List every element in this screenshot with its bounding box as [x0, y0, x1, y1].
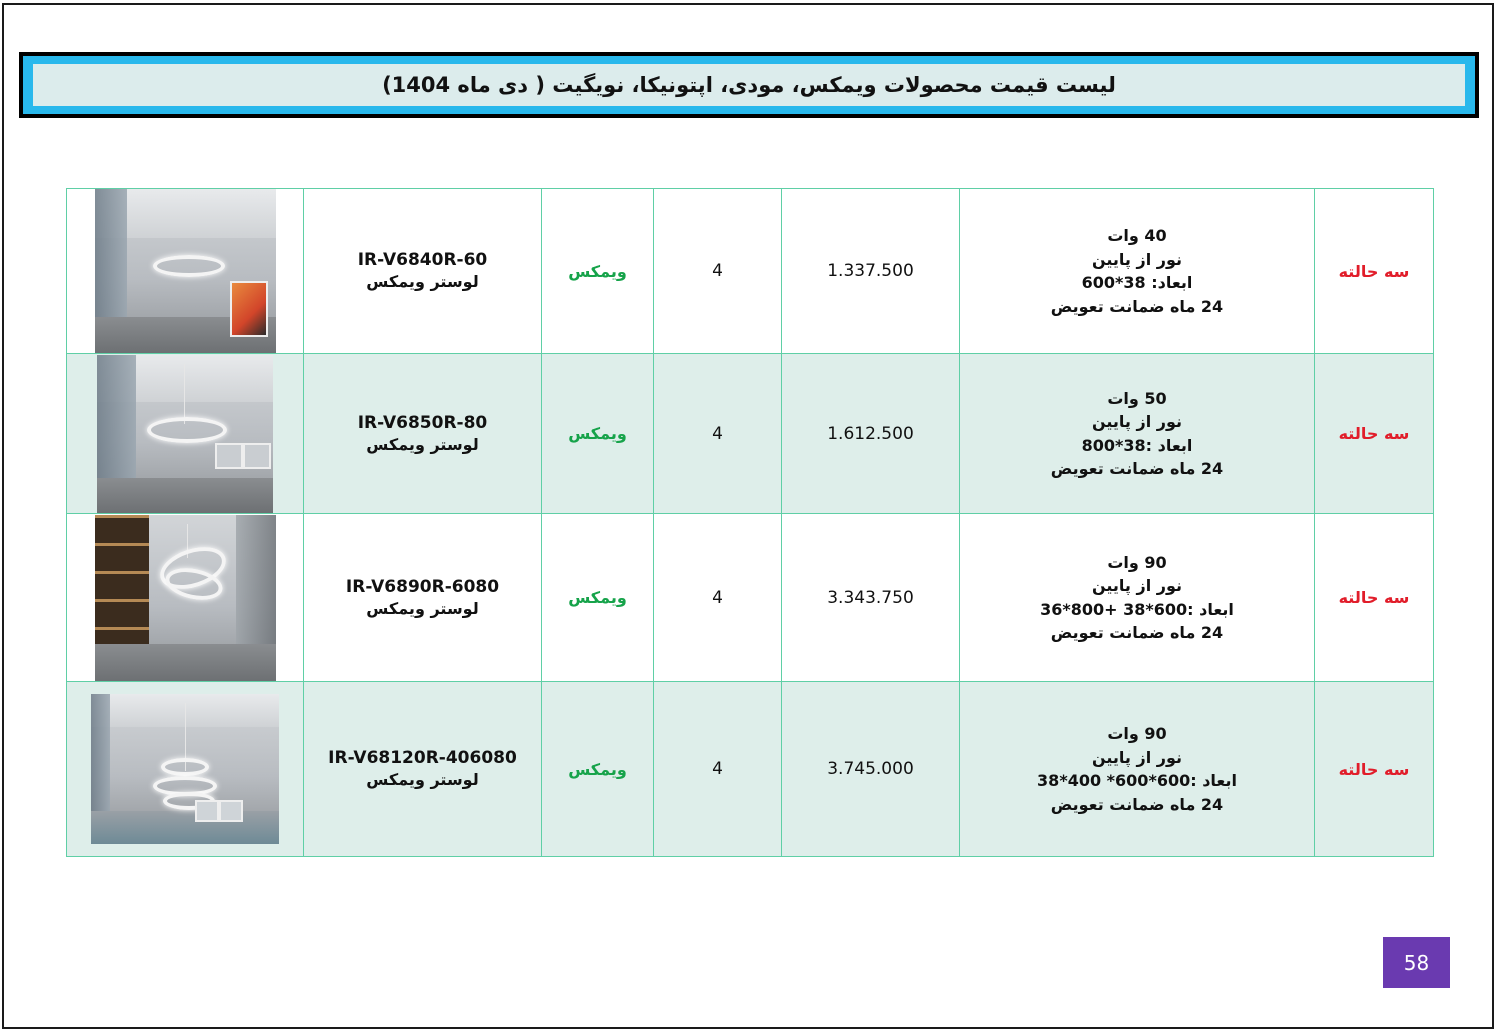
- spec-wattage: 90 وات: [1107, 724, 1167, 743]
- spec-cell: [960, 514, 1315, 682]
- spec-light: نور از پایین: [1091, 747, 1183, 767]
- spec-light: نور از پایین: [1091, 249, 1183, 269]
- brand-cell: [542, 354, 654, 514]
- title-banner-border: [23, 56, 1475, 114]
- quantity: 4: [712, 261, 723, 281]
- page-number: 58: [1403, 950, 1430, 975]
- brand-cell: [542, 189, 654, 354]
- spec-list: [960, 722, 1314, 816]
- table-row: [67, 189, 1434, 354]
- mode-cell: [1315, 682, 1434, 857]
- light-mode: سه حالته: [1338, 588, 1410, 607]
- brand-name: ویمکس: [568, 424, 627, 443]
- title-banner-inner: [33, 64, 1465, 106]
- spec-warranty: 24 ماه ضمانت تعویض: [1050, 623, 1224, 642]
- quantity: 4: [712, 587, 723, 608]
- product-image-cell: [67, 514, 304, 682]
- model-cell: [304, 514, 542, 682]
- price: 3.343.750: [827, 587, 914, 608]
- ring-chandelier-photo-icon: [97, 355, 273, 513]
- product-image-cell: [67, 682, 304, 857]
- double-ring-chandelier-photo-icon: [95, 515, 276, 681]
- product-model: IR-V6890R-6080: [345, 576, 500, 597]
- price: 1.612.500: [827, 423, 914, 444]
- light-mode: سه حالته: [1338, 424, 1410, 443]
- page-title: لیست قیمت محصولات ویمکس، مودی، اپتونیکا، نویگیت ( دی ماه 1404): [382, 73, 1116, 97]
- price-cell: [782, 354, 960, 514]
- spec-list: [960, 387, 1314, 481]
- light-mode: سه حالته: [1338, 261, 1410, 281]
- product-description: لوستر ویمکس: [366, 598, 479, 618]
- quantity-cell: [654, 189, 782, 354]
- quantity: 4: [712, 759, 723, 779]
- spec-warranty: 24 ماه ضمانت تعویض: [1050, 459, 1224, 478]
- product-image-cell: [67, 354, 304, 514]
- triple-ring-chandelier-photo-icon: [91, 694, 279, 844]
- mode-cell: [1315, 354, 1434, 514]
- price: 1.337.500: [827, 261, 914, 281]
- quantity-cell: [654, 682, 782, 857]
- spec-list: [960, 551, 1314, 645]
- price: 3.745.000: [827, 759, 914, 779]
- table-row: [67, 682, 1434, 857]
- brand-cell: [542, 514, 654, 682]
- price-cell: [782, 189, 960, 354]
- light-mode: سه حالته: [1338, 759, 1410, 779]
- quantity-cell: [654, 514, 782, 682]
- product-description: لوستر ویمکس: [366, 272, 479, 291]
- spec-dimensions: ابعاد: 38*600: [1081, 273, 1193, 292]
- spec-cell: [960, 354, 1315, 514]
- spec-wattage: 90 وات: [1107, 552, 1167, 572]
- spec-dimensions: ابعاد :38*800: [1081, 435, 1193, 455]
- product-description: لوستر ویمکس: [366, 770, 479, 789]
- spec-list: [960, 224, 1314, 318]
- product-model: IR-V68120R-406080: [328, 748, 517, 768]
- table-row: [67, 354, 1434, 514]
- spec-dimensions: ابعاد :600*600* 400*38: [1037, 771, 1237, 790]
- price-cell: [782, 682, 960, 857]
- product-model: IR-V6840R-60: [357, 250, 488, 270]
- price-cell: [782, 514, 960, 682]
- brand-cell: [542, 682, 654, 857]
- spec-wattage: 40 وات: [1107, 226, 1167, 245]
- product-description: لوستر ویمکس: [366, 434, 479, 454]
- price-table: [66, 188, 1434, 857]
- spec-dimensions: ابعاد :600*38 +800*36: [1040, 599, 1234, 619]
- brand-name: ویمکس: [568, 588, 627, 607]
- spec-wattage: 50 وات: [1107, 388, 1167, 408]
- quantity-cell: [654, 354, 782, 514]
- table-row: [67, 514, 1434, 682]
- spec-cell: [960, 189, 1315, 354]
- product-image-cell: [67, 189, 304, 354]
- spec-light: نور از پایین: [1091, 412, 1183, 431]
- model-cell: [304, 354, 542, 514]
- ring-chandelier-photo-icon: [95, 189, 276, 353]
- model-cell: [304, 189, 542, 354]
- product-model: IR-V6850R-80: [357, 412, 488, 433]
- spec-warranty: 24 ماه ضمانت تعویض: [1050, 296, 1224, 316]
- quantity: 4: [712, 423, 723, 444]
- mode-cell: [1315, 514, 1434, 682]
- brand-name: ویمکس: [568, 759, 627, 779]
- model-cell: [304, 682, 542, 857]
- spec-warranty: 24 ماه ضمانت تعویض: [1050, 794, 1224, 814]
- page-number-badge: [1383, 937, 1450, 988]
- spec-light: نور از پایین: [1091, 576, 1183, 595]
- spec-cell: [960, 682, 1315, 857]
- title-banner: [19, 52, 1479, 118]
- brand-name: ویمکس: [568, 261, 627, 281]
- mode-cell: [1315, 189, 1434, 354]
